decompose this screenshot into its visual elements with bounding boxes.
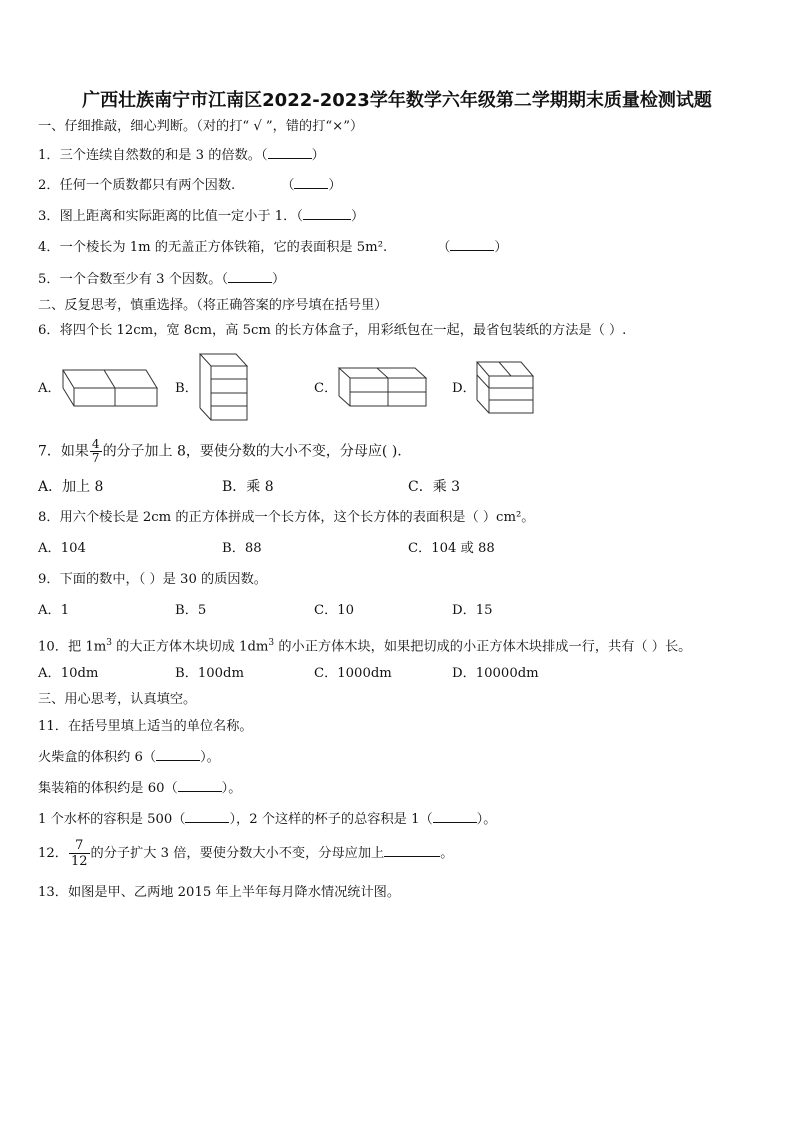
answer-blank[interactable] [185, 810, 229, 823]
question-7: 7．如果 $\frac{4}{7}$ 的分子加上 8，要使分数的大小不变，分母应( ). [38, 437, 402, 465]
q10-option-d[interactable]: D．10000dm [452, 666, 539, 681]
question-12: 12． $\frac{7}{12}$ 的分子扩大 3 倍，要使分数大小不变，分母应加上 。 [38, 838, 454, 869]
q6-option-c[interactable]: C． [314, 381, 338, 396]
question-6: 6．将四个长 12cm，宽 8cm，高 5cm 的长方体盒子，用彩纸包在一起，最省包装纸的方法是（ ）. [38, 323, 627, 338]
q10-option-a[interactable]: A．10dm [38, 666, 99, 681]
q9-option-d[interactable]: D．15 [452, 603, 493, 618]
q8-option-a[interactable]: A．104 [38, 541, 86, 556]
question-11a: 火柴盒的体积约 6（ ）。 [38, 750, 220, 765]
answer-blank[interactable] [178, 779, 222, 792]
answer-blank[interactable] [228, 270, 272, 283]
answer-blank[interactable] [294, 176, 328, 189]
q6-figure-b [198, 352, 250, 424]
fraction-4-7: $\frac{4}{7}$ [91, 437, 100, 465]
q6-figure-d [475, 360, 537, 416]
question-11: 11．在括号里填上适当的单位名称。 [38, 719, 253, 734]
q8-option-c[interactable]: C．104 或 88 [408, 541, 495, 556]
fraction-7-12: $\frac{7}{12}$ [70, 838, 88, 869]
q7-option-c[interactable]: C．乘 3 [408, 479, 461, 495]
answer-blank[interactable] [450, 238, 494, 251]
answer-blank[interactable] [303, 207, 351, 220]
question-4: 4．一个棱长为 1m 的无盖正方体铁箱，它的表面积是 5m². （ ） [38, 240, 508, 255]
q10-option-c[interactable]: C．1000dm [314, 666, 392, 681]
q6-option-a[interactable]: A． [38, 381, 61, 396]
q9-option-b[interactable]: B．5 [175, 603, 207, 618]
question-10: 10．把 $1m^3$ 的大正方体木块切成 $1dm^3$ 的小正方体木块，如果把切成的小正方体木块排成一行，共有（ ）长。 [38, 638, 692, 655]
question-1: 1．三个连续自然数的和是 3 的倍数。（ ） [38, 148, 325, 163]
q6-figure-c [337, 366, 429, 410]
question-11b: 集装箱的体积约是 60（ ）。 [38, 781, 242, 796]
answer-blank[interactable] [156, 748, 200, 761]
q6-figure-a [60, 366, 160, 410]
question-8: 8．用六个棱长是 2cm 的正方体拼成一个长方体，这个长方体的表面积是（ ）cm²。 [38, 510, 535, 525]
question-3: 3．图上距离和实际距离的比值一定小于 1．（ ） [38, 209, 365, 224]
q9-option-c[interactable]: C．10 [314, 603, 355, 618]
q8-option-b[interactable]: B．88 [222, 541, 262, 556]
section-3-heading: 三、用心思考，认真填空。 [38, 692, 197, 707]
q6-option-d[interactable]: D． [452, 381, 476, 396]
question-2: 2．任何一个质数都只有两个因数. （ ） [38, 178, 342, 193]
q9-option-a[interactable]: A．1 [38, 603, 70, 618]
q6-option-b[interactable]: B． [175, 381, 198, 396]
answer-blank[interactable] [384, 844, 440, 857]
question-5: 5．一个合数至少有 3 个因数。（ ） [38, 272, 286, 287]
q7-option-a[interactable]: A．加上 8 [38, 479, 104, 495]
section-2-heading: 二、反复思考，慎重选择。（将正确答案的序号填在括号里） [38, 298, 388, 313]
q10-option-b[interactable]: B．100dm [175, 666, 244, 681]
question-13: 13．如图是甲、乙两地 2015 年上半年每月降水情况统计图。 [38, 885, 401, 900]
answer-blank[interactable] [268, 146, 312, 159]
question-9: 9．下面的数中，（ ）是 30 的质因数。 [38, 572, 267, 587]
q7-option-b[interactable]: B．乘 8 [222, 479, 274, 495]
answer-blank[interactable] [433, 810, 477, 823]
section-1-heading: 一、仔细推敲，细心判断。（对的打“ √ ”，错的打“×”） [38, 119, 364, 134]
question-11c: 1 个水杯的容积是 500（ ），2 个这样的杯子的总容积是 1（ ）。 [38, 812, 497, 827]
page-title: 广西壮族南宁市江南区2022-2023学年数学六年级第二学期期末质量检测试题 [82, 90, 712, 111]
